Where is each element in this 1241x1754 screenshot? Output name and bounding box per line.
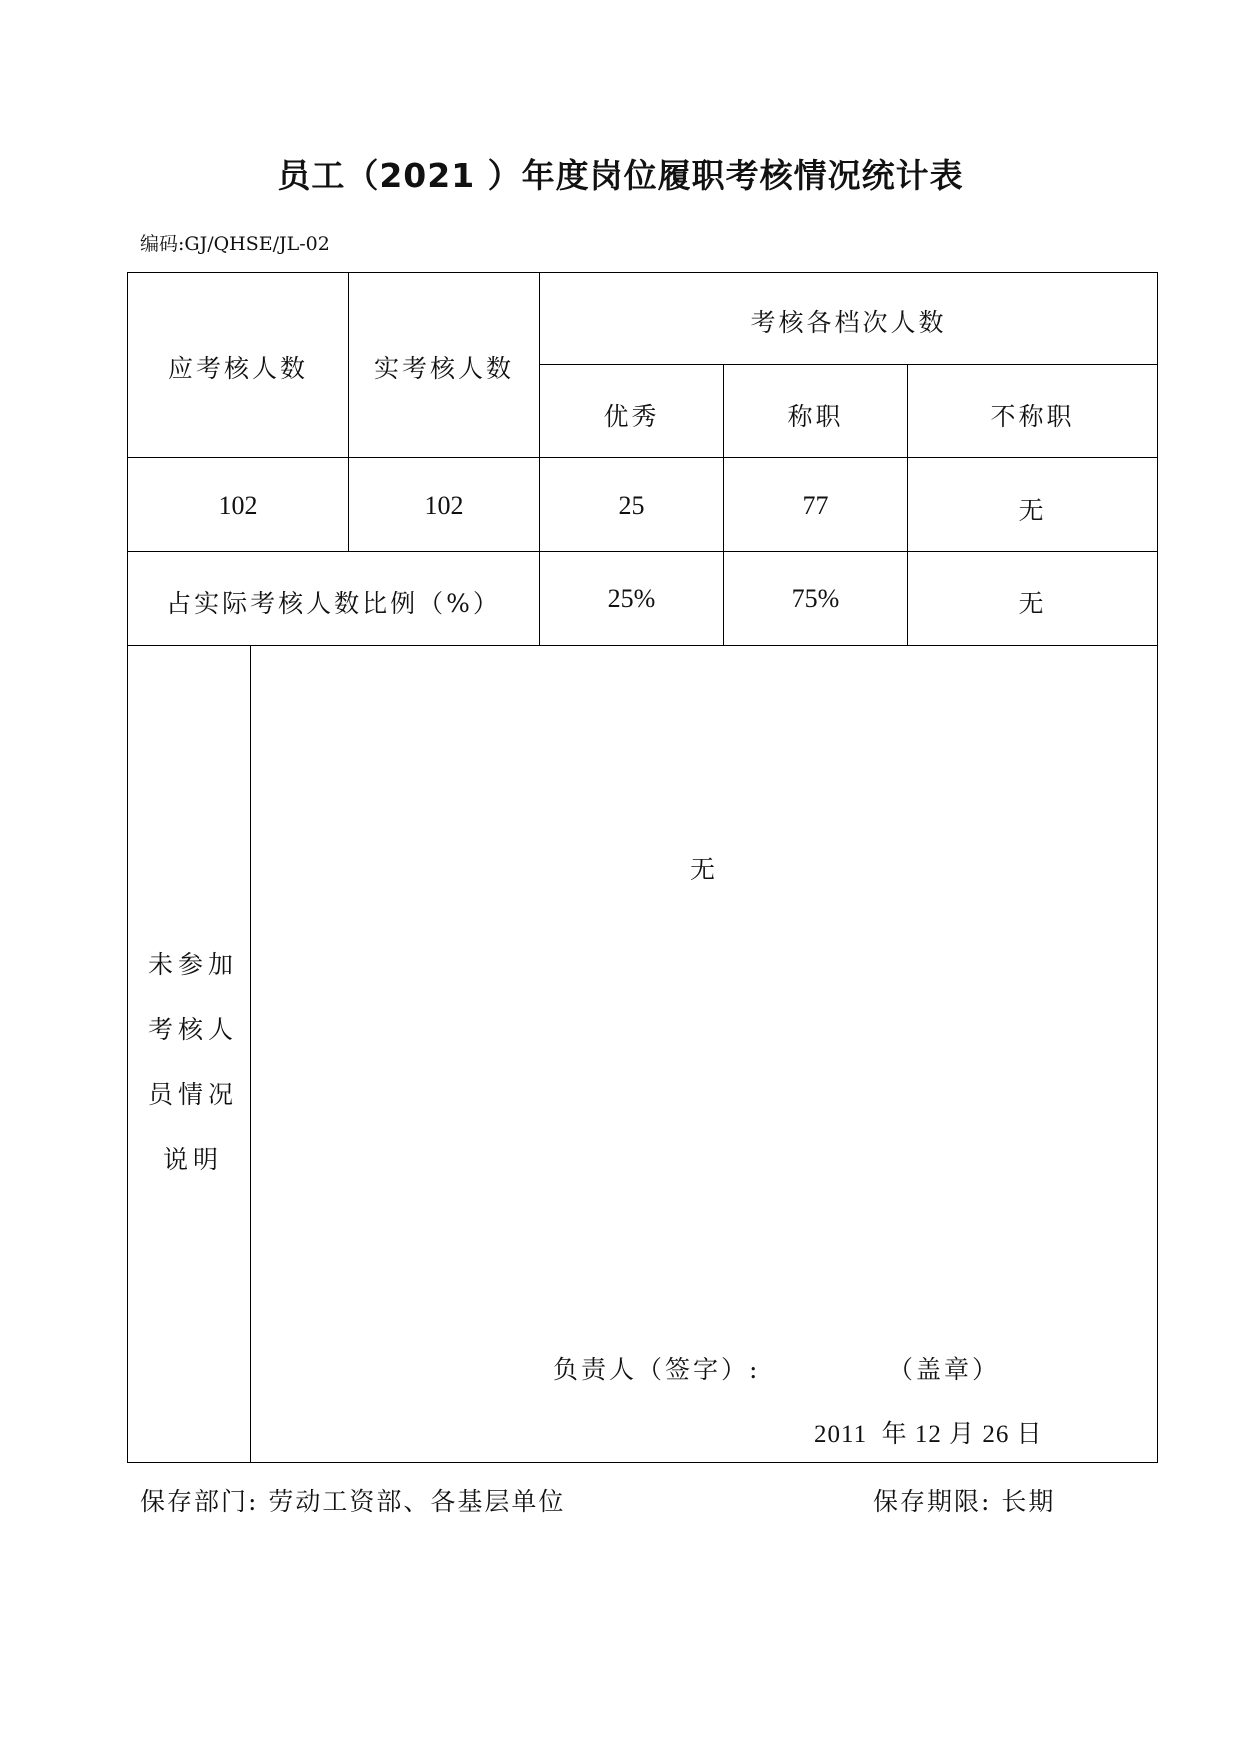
ratio-competent: 75%	[791, 584, 840, 613]
document-code: 编码:GJ/QHSE/JL-02	[140, 233, 330, 255]
document-title: 员工（2021 ）年度岗位履职考核情况统计表	[277, 156, 964, 195]
count-excellent: 25	[618, 491, 645, 520]
absent-label-line-1: 未参加	[147, 950, 238, 979]
sign-date: 2011 年 12 月 26 日	[814, 1421, 1043, 1448]
count-actual: 102	[424, 491, 464, 520]
ratio-excellent: 25%	[607, 584, 656, 613]
table-divider-header-bottom	[127, 457, 1158, 458]
table-border-bottom	[127, 1462, 1158, 1463]
header-actual-count: 实考核人数	[373, 354, 514, 383]
table-border-left	[127, 272, 128, 1463]
absent-label-line-2: 考核人	[147, 1015, 238, 1044]
table-border-right	[1157, 272, 1158, 1463]
count-expected: 102	[218, 491, 258, 520]
table-divider-grade-header	[539, 364, 1158, 365]
header-expected-count: 应考核人数	[167, 354, 308, 383]
absent-label-line-4: 说明	[162, 1145, 223, 1174]
header-grade-competent: 称职	[787, 402, 844, 431]
count-incompetent: 无	[1018, 496, 1047, 525]
absent-label	[138, 932, 248, 1192]
ratio-incompetent: 无	[1018, 589, 1047, 618]
count-competent: 77	[802, 491, 829, 520]
header-grade-excellent: 优秀	[603, 402, 660, 431]
seal-label: （盖章）	[888, 1355, 1001, 1384]
table-border-top	[127, 272, 1158, 273]
table-col-divider-absent	[250, 645, 251, 1462]
absent-content: 无	[689, 855, 718, 884]
header-grade-incompetent: 不称职	[990, 402, 1075, 431]
absent-label-line-3: 员情况	[147, 1080, 238, 1109]
signer-label: 负责人（签字）:	[553, 1355, 761, 1384]
table-divider-ratio-bottom	[127, 645, 1158, 646]
footer-department: 保存部门: 劳动工资部、各基层单位	[140, 1487, 566, 1516]
ratio-label: 占实际考核人数比例（%）	[166, 589, 501, 618]
footer-retention: 保存期限: 长期	[873, 1487, 1056, 1516]
header-grade-group: 考核各档次人数	[750, 308, 947, 337]
table-divider-counts-bottom	[127, 551, 1158, 552]
